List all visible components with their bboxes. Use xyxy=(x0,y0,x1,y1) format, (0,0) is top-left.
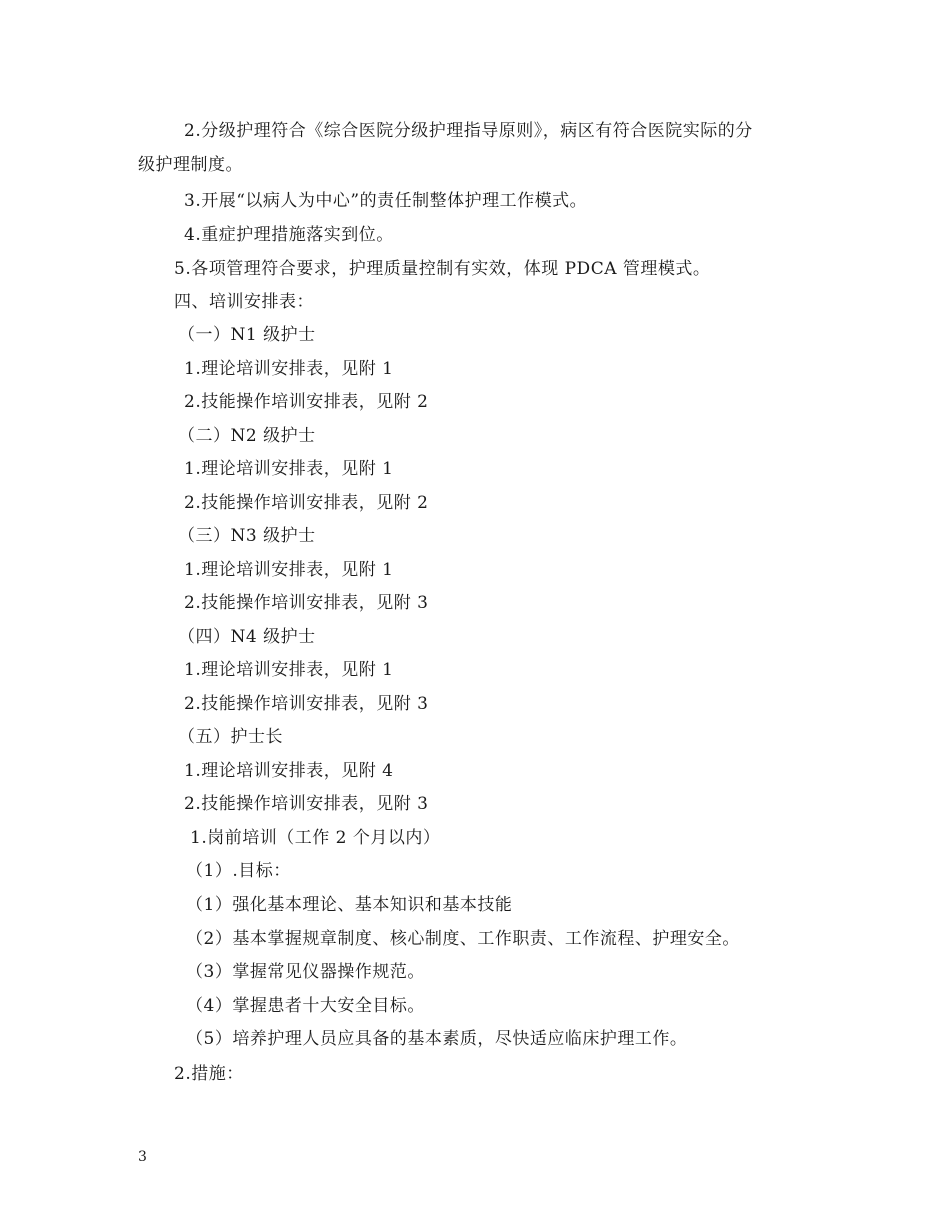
text-line: （1）.目标： xyxy=(186,861,291,881)
text-line: 2.技能操作培训安排表，见附 3 xyxy=(184,593,429,613)
text-line: （4）掌握患者十大安全目标。 xyxy=(186,996,425,1016)
text-line: 4.重症护理措施落实到位。 xyxy=(184,225,394,245)
text-line: 1.理论培训安排表，见附 1 xyxy=(184,560,394,580)
text-line: 2.措施： xyxy=(174,1064,244,1084)
section-heading: 四、培训安排表： xyxy=(174,292,314,312)
text-line: 2.技能操作培训安排表，见附 2 xyxy=(184,493,429,513)
page-number: 3 xyxy=(138,1149,147,1165)
text-line: 2.技能操作培训安排表，见附 2 xyxy=(184,392,429,412)
subsection-heading: （三）N3 级护士 xyxy=(178,526,316,546)
text-line: 5.各项管理符合要求，护理质量控制有实效，体现 PDCA 管理模式。 xyxy=(174,259,711,279)
text-line: 1.岗前培训（工作 2 个月以内） xyxy=(190,828,441,848)
subsection-heading: （二）N2 级护士 xyxy=(178,426,316,446)
text-line: （5）培养护理人员应具备的基本素质，尽快适应临床护理工作。 xyxy=(186,1029,688,1049)
text-line: 2.技能操作培训安排表，见附 3 xyxy=(184,794,429,814)
subsection-heading: （五）护士长 xyxy=(178,727,283,747)
text-line: 3.开展“以病人为中心”的责任制整体护理工作模式。 xyxy=(184,191,588,211)
subsection-heading: （四）N4 级护士 xyxy=(178,627,316,647)
text-line: （2）基本掌握规章制度、核心制度、工作职责、工作流程、护理安全。 xyxy=(186,929,740,949)
subsection-heading: （一）N1 级护士 xyxy=(178,325,316,345)
text-line: （3）掌握常见仪器操作规范。 xyxy=(186,962,425,982)
text-line: （1）强化基本理论、基本知识和基本技能 xyxy=(186,895,513,915)
text-line: 1.理论培训安排表，见附 4 xyxy=(184,761,394,781)
text-line: 级护理制度。 xyxy=(138,155,243,175)
text-line: 1.理论培训安排表，见附 1 xyxy=(184,660,394,680)
text-line: 2.分级护理符合《综合医院分级护理指导原则》，病区有符合医院实际的分 xyxy=(184,121,753,141)
text-line: 1.理论培训安排表，见附 1 xyxy=(184,359,394,379)
text-line: 1.理论培训安排表，见附 1 xyxy=(184,459,394,479)
text-line: 2.技能操作培训安排表，见附 3 xyxy=(184,694,429,714)
